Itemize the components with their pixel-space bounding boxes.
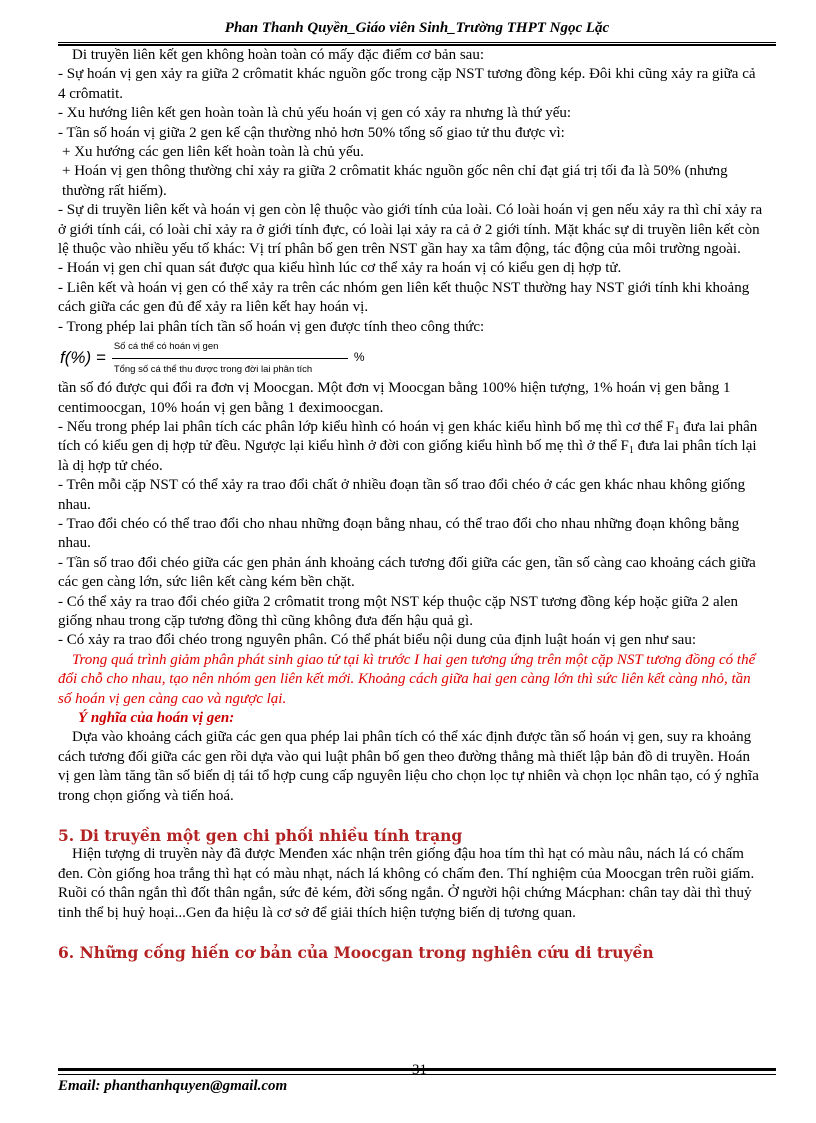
paragraph: - Có xảy ra trao đổi chéo trong nguyên phân. Có thể phát biểu nội dung của định luật hoán vị gen như sau: xyxy=(58,632,696,649)
text-run: - Nếu trong phép lai phân tích các phân lớp kiểu hình có hoán vị gen khác kiểu hình bố mẹ thì cơ thể F xyxy=(58,418,675,435)
paragraph: + Xu hướng các gen liên kết hoàn toàn là chủ yếu. xyxy=(62,144,364,161)
formula-unit: % xyxy=(353,350,365,365)
paragraph: - Có thể xảy ra trao đổi chéo giữa 2 crômatit trong một NST kép thuộc cặp NST tương đồng kép hoặc giữa 2 alen giống nhau trong cặp tương đồng thì cũng không đưa đến hậu quả gì. xyxy=(58,593,738,629)
formula-denominator: Tổng số cá thể thu được trong đời lai phân tích xyxy=(113,363,313,375)
subscript: 1 xyxy=(628,445,634,457)
paragraph: - Trên mỗi cặp NST có thể xảy ra trao đổi chất ở nhiều đoạn tần số trao đổi chéo ở các gen khác nhau không giống nhau. xyxy=(58,477,746,513)
paragraph: - Sự hoán vị gen xảy ra giữa 2 crômatit khác nguồn gốc trong cặp NST tương đồng kép. Đôi khi cũng xảy ra giữa cả 4 crômatit. xyxy=(58,66,756,102)
footer-email: Email: phanthanhquyen@gmail.com xyxy=(58,1078,288,1094)
paragraph: - Tần số trao đổi chéo giữa các gen phản ánh khoảng cách tương đối giữa các gen, tần số càng cao khoảng cách giữa các gen càng lớn, sức liên kết càng kém bền chặt. xyxy=(58,554,756,591)
section-6-heading: 6. Những cống hiến cơ bản của Moocgan trong nghiên cứu di truyền xyxy=(58,943,654,963)
paragraph: - Trao đổi chéo có thể trao đổi cho nhau những đoạn bằng nhau, có thể trao đổi cho nhau những đoạn không bằng nhau. xyxy=(58,515,740,552)
text-run: đưa lai phân tích lại là dị hợp tử chéo. xyxy=(58,438,757,474)
subscript: 1 xyxy=(674,425,680,437)
text-run: đưa lai phân tích có kiểu gen dị hợp tử đều. Ngược lại kiểu hình ở đời con giống kiểu hình bố mẹ thì ở thể F xyxy=(58,418,758,455)
paragraph: - Sự di truyền liên kết và hoán vị gen còn lệ thuộc vào giới tính của loài. Có loài hoán vị gen nếu xảy ra thì chỉ xảy ra ở giới tính cái, có loài chỉ xảy ra ở giới tính đực, có loài lại xảy ra cả ở 2 giới tính. Mặt khác sự di truyền liên kết còn lệ thuộc vào nhiều yếu tố khác: Vị trí phân bố gen trên NST gần hay xa tâm động, tác động của môi trường ngoài. xyxy=(58,202,763,258)
section-5-heading: 5. Di truyền một gen chi phối nhiều tính trạng xyxy=(58,826,463,846)
meaning-heading: Ý nghĩa của hoán vị gen: xyxy=(78,710,235,726)
paragraph: Di truyền liên kết gen không hoàn toàn có mấy đặc điểm cơ bản sau: xyxy=(72,47,484,63)
paragraph: Dựa vào khoảng cách giữa các gen qua phép lai phân tích có thể xác định được tần số hoán vị gen, suy ra khoảng cách tương đối giữa các gen rồi dựa vào qui luật phân bố gen theo đường thẳng mà thiết lập bản đồ di truyền. Hoán vị gen làm tăng tần số biến dị tái tổ hợp cung cấp nguyên liệu cho chọn lọc tự nhiên và chọn lọc nhân tạo, có ý nghĩa trong chọn giống và tiến hoá. xyxy=(58,729,759,804)
paragraph: Hiện tượng di truyền này đã được Menđen xác nhận trên giống đậu hoa tím thì hạt có màu nâu, nách lá có chấm đen. Còn giống hoa trắng thì hạt có màu nhạt, nách lá không có chấm đen. Thí nghiệm của Moocgan trên ruồi giấm. Ruồi có thân ngắn thì đốt thân ngắn, sức đẻ kém, đời sống ngắn. Ở người hội chứng Mácphan: chân tay dài thì thuỷ tinh thể bị huỷ hoại...Gen đa hiệu là cơ sở để giải thích hiện tượng biến dị tương quan. xyxy=(58,846,755,921)
paragraph-f1 xyxy=(58,418,764,476)
paragraph: - Xu hướng liên kết gen hoàn toàn là chủ yếu hoán vị gen có xảy ra nhưng là thứ yếu: xyxy=(58,105,572,122)
page-number: 31 xyxy=(412,1062,427,1078)
paragraph: - Trong phép lai phân tích tần số hoán vị gen được tính theo công thức: xyxy=(58,318,485,335)
formula-numerator: Số cá thể có hoán vị gen xyxy=(113,341,219,353)
paragraph: - Tần số hoán vị giữa 2 gen kế cận thường nhỏ hơn 50% tổng số giao tử thu được vì: xyxy=(58,124,565,141)
formula-fraction xyxy=(112,337,348,379)
formula-lhs: f(%) = xyxy=(60,348,106,368)
law-statement: Trong quá trình giảm phân phát sinh giao tử tại kì trước I hai gen tương ứng trên một cặp NST tương đồng có thể đổi chỗ cho nhau, tạo nên nhóm gen liên kết mới. Khoảng cách giữa hai gen càng lớn thì sức liên kết càng nhỏ, tần số hoán vị gen càng cao và ngược lại. xyxy=(58,651,756,707)
page-content xyxy=(58,46,764,962)
paragraph: tần số đó được qui đổi ra đơn vị Moocgan. Một đơn vị Moocgan bằng 100% hiện tượng, 1% hoán vị gen bằng 1 centimoocgan, 10% hoán vị gen bằng 1 đeximoocgan. xyxy=(58,380,731,416)
paragraph: - Liên kết và hoán vị gen có thể xảy ra trên các nhóm gen liên kết thuộc NST thường hay NST giới tính khi khoảng cách giữa các gen đủ để xảy ra liên kết hay hoán vị. xyxy=(58,279,750,316)
page-header: Phan Thanh Quyền_Giáo viên Sinh_Trường THPT Ngọc Lặc xyxy=(224,20,610,36)
paragraph: + Hoán vị gen thông thường chỉ xảy ra giữa 2 crômatit khác nguồn gốc nên chỉ đạt giá trị tối đa là 50% (nhưng thường rất hiếm). xyxy=(62,163,728,199)
recombination-formula xyxy=(60,338,764,378)
paragraph: - Hoán vị gen chỉ quan sát được qua kiểu hình lúc cơ thể xảy ra hoán vị có kiểu gen dị hợp tử. xyxy=(58,260,622,277)
